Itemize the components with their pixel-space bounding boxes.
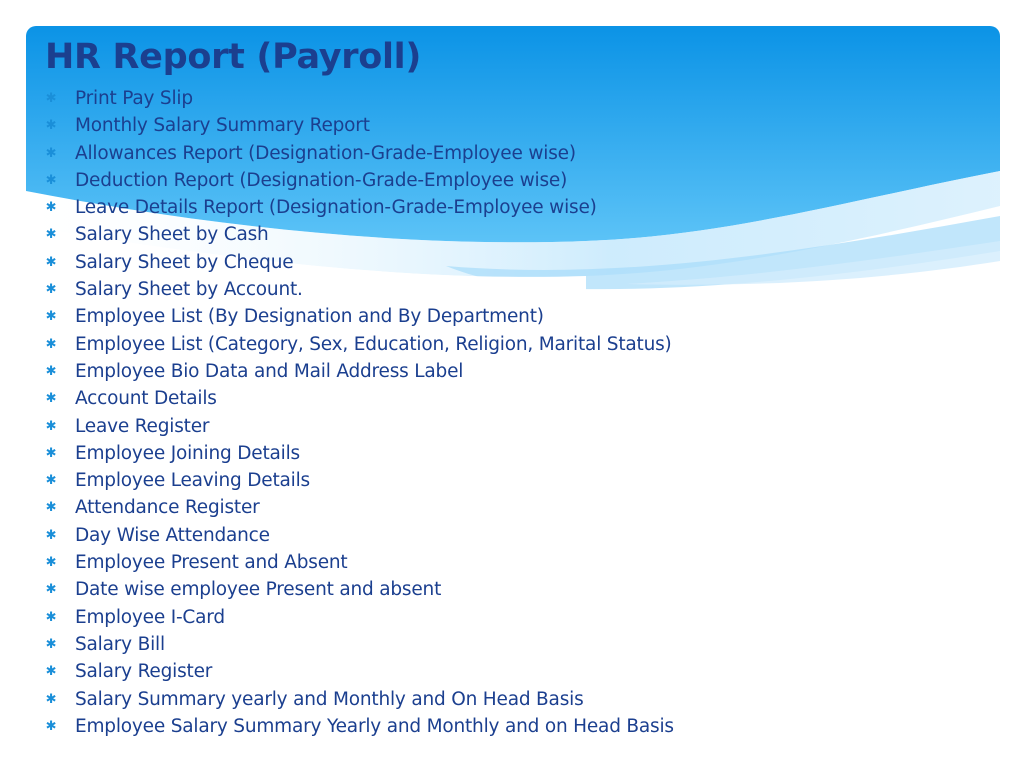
list-item: [45, 631, 674, 658]
list-item: [45, 303, 674, 330]
report-list: [45, 85, 674, 740]
asterisk-bullet-icon: ✱: [45, 254, 57, 270]
asterisk-bullet-icon: ✱: [45, 91, 57, 106]
list-item: [45, 604, 674, 631]
asterisk-bullet-icon: ✱: [45, 309, 57, 325]
list-item: [45, 576, 674, 603]
slide-title: HR Report (Payroll): [45, 37, 422, 77]
list-item-label: Salary Sheet by Account.: [75, 279, 303, 301]
list-item: [45, 112, 674, 139]
list-item-label: Employee Joining Details: [75, 442, 300, 464]
list-item-label: Attendance Register: [75, 497, 260, 519]
asterisk-bullet-icon: ✱: [45, 609, 57, 625]
asterisk-bullet-icon: ✱: [45, 527, 57, 543]
list-item: [45, 713, 674, 740]
list-item-label: Monthly Salary Summary Report: [75, 115, 370, 137]
list-item-label: Employee List (Category, Sex, Education, Religion, Marital Status): [75, 333, 672, 355]
list-item-label: Allowances Report (Designation-Grade-Employee wise): [75, 142, 576, 164]
asterisk-bullet-icon: ✱: [45, 664, 57, 680]
asterisk-bullet-icon: ✱: [45, 391, 57, 407]
list-item: [45, 385, 674, 412]
asterisk-bullet-icon: ✱: [45, 473, 57, 489]
asterisk-bullet-icon: ✱: [45, 418, 57, 434]
list-item-label: Salary Register: [75, 661, 213, 683]
list-item-label: Employee Salary Summary Yearly and Monthly and on Head Basis: [75, 715, 674, 737]
asterisk-bullet-icon: ✱: [45, 718, 57, 734]
list-item-label: Employee Leaving Details: [75, 470, 310, 492]
list-item: [45, 494, 674, 521]
list-item-label: Employee I-Card: [75, 606, 225, 628]
list-item-label: Salary Summary yearly and Monthly and On Head Basis: [75, 688, 584, 710]
list-item-label: Salary Sheet by Cheque: [75, 251, 294, 273]
list-item-label: Salary Sheet by Cash: [75, 224, 269, 246]
list-item-label: Date wise employee Present and absent: [75, 579, 442, 601]
list-item-label: Leave Register: [75, 415, 210, 437]
list-item: [45, 413, 674, 440]
asterisk-bullet-icon: ✱: [45, 227, 57, 243]
list-item: [45, 194, 674, 221]
list-item: [45, 167, 674, 194]
list-item-label: Leave Details Report (Designation-Grade-Employee wise): [75, 197, 597, 219]
asterisk-bullet-icon: ✱: [45, 282, 57, 298]
list-item-label: Account Details: [75, 388, 217, 410]
asterisk-bullet-icon: ✱: [45, 500, 57, 516]
list-item: [45, 331, 674, 358]
list-item: [45, 549, 674, 576]
list-item: [45, 358, 674, 385]
list-item: [45, 140, 674, 167]
list-item-label: Deduction Report (Designation-Grade-Employee wise): [75, 169, 568, 191]
list-item: [45, 658, 674, 685]
asterisk-bullet-icon: ✱: [45, 636, 57, 652]
list-item-label: Employee Present and Absent: [75, 552, 348, 574]
list-item: [45, 522, 674, 549]
list-item: [45, 440, 674, 467]
list-item: [45, 85, 674, 112]
asterisk-bullet-icon: ✱: [45, 336, 57, 352]
asterisk-bullet-icon: ✱: [45, 145, 57, 161]
list-item-label: Day Wise Attendance: [75, 524, 270, 546]
list-item: [45, 686, 674, 713]
list-item: [45, 249, 674, 276]
list-item-label: Employee List (By Designation and By Department): [75, 306, 544, 328]
list-item: [45, 221, 674, 248]
list-item-label: Print Pay Slip: [75, 88, 193, 109]
asterisk-bullet-icon: ✱: [45, 691, 57, 707]
asterisk-bullet-icon: ✱: [45, 582, 57, 598]
list-item: [45, 467, 674, 494]
asterisk-bullet-icon: ✱: [45, 200, 57, 216]
asterisk-bullet-icon: ✱: [45, 555, 57, 571]
list-item: [45, 276, 674, 303]
asterisk-bullet-icon: ✱: [45, 363, 57, 379]
list-item-label: Salary Bill: [75, 633, 165, 655]
asterisk-bullet-icon: ✱: [45, 118, 57, 134]
asterisk-bullet-icon: ✱: [45, 172, 57, 188]
list-item-label: Employee Bio Data and Mail Address Label: [75, 360, 464, 382]
asterisk-bullet-icon: ✱: [45, 445, 57, 461]
